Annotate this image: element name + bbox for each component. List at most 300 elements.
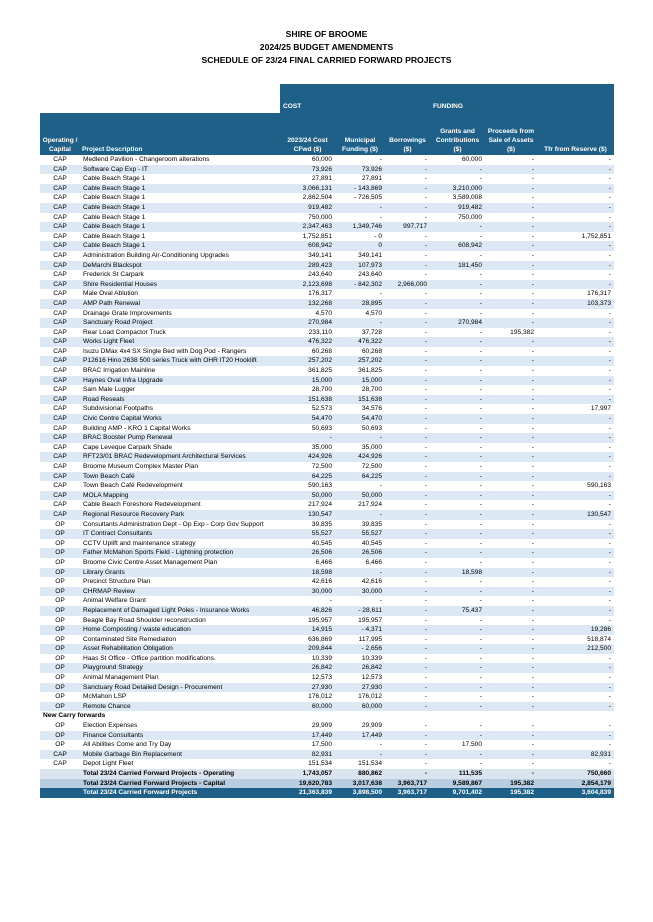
cell-grants: - <box>479 251 482 259</box>
cell-type: CAP <box>53 463 67 470</box>
table-row <box>40 222 614 232</box>
cell-type: CAP <box>53 405 67 413</box>
cell-borrowings: 3,963,717 <box>385 779 430 789</box>
cell-type: CAP <box>40 241 80 251</box>
cell-type: CAP <box>53 213 67 221</box>
cell-grants: - <box>479 722 482 730</box>
cell-description: Broome Civic Centre Asset Management Plan <box>83 558 218 566</box>
cell-description: Subdivisional Footpaths <box>83 405 154 413</box>
cell-description: Regional Resource Recovery Park <box>80 510 280 520</box>
cell-municipal: - 143,869 <box>335 184 385 194</box>
cell-cost: 28,700 <box>311 386 332 394</box>
cell-proceeds: - <box>531 232 534 240</box>
cell-municipal: 72,500 <box>361 463 382 470</box>
cell-municipal: - 28,611 <box>335 606 385 616</box>
cell-description: Beagle Bay Road Shoulder reconstruction <box>83 616 206 624</box>
cell-grants: - <box>479 271 482 279</box>
cell-borrowings: - <box>385 510 430 520</box>
col-header-borrowings: Borrowings ($) <box>385 113 430 155</box>
cell-municipal: - <box>379 156 382 163</box>
cell-borrowings: - <box>424 558 427 566</box>
cell-description: Cape Leveque Carpark Shade <box>83 443 173 451</box>
cell-reserve: - <box>537 165 614 175</box>
cell-reserve: - <box>608 501 611 509</box>
cell-proceeds: - <box>531 722 534 730</box>
cell-municipal: 64,225 <box>335 472 385 482</box>
cell-reserve: - <box>608 741 611 749</box>
cell-municipal: 28,895 <box>335 299 385 309</box>
cell-proceeds: - <box>531 482 534 490</box>
cell-proceeds: - <box>485 568 537 578</box>
table-row <box>40 347 614 357</box>
cell-proceeds: - <box>485 376 537 386</box>
cell-type <box>40 788 80 798</box>
cell-grants: 608,942 <box>430 241 485 251</box>
cell-borrowings: - <box>424 616 427 624</box>
cell-borrowings: - <box>424 674 427 682</box>
cell-cost: 27,930 <box>280 683 335 693</box>
cell-grants: 18,598 <box>430 568 485 578</box>
cell-reserve: - <box>537 222 614 232</box>
cell-cost: 1,743,057 <box>280 769 335 779</box>
cell-proceeds: - <box>485 644 537 654</box>
cell-proceeds: 195,382 <box>485 779 537 789</box>
cell-cost: 60,000 <box>280 702 335 712</box>
table-row <box>40 261 614 271</box>
cell-borrowings: - <box>424 693 427 701</box>
cell-municipal: 50,000 <box>335 491 385 501</box>
cell-cost: 30,000 <box>280 587 335 597</box>
cell-description: Medlend Pavilion - Changeroom alterations <box>83 156 210 163</box>
cell-reserve: - <box>608 328 611 336</box>
cell-borrowings: - <box>424 328 427 336</box>
cell-description: Town Beach Café <box>80 472 280 482</box>
cell-reserve: - <box>537 241 614 251</box>
cell-proceeds: - <box>485 472 537 482</box>
cell-cost: 257,202 <box>280 356 335 366</box>
cell-description: Total 23/24 Carried Forward Projects - Capital <box>80 779 280 789</box>
cell-grants: - <box>479 443 482 451</box>
cell-type: CAP <box>40 337 80 347</box>
cell-description: Rear Load Compactor Truck <box>83 328 166 336</box>
cell-reserve: 19,286 <box>537 625 614 635</box>
cell-grants: - <box>430 587 485 597</box>
cell-description: Playground Strategy <box>80 663 280 673</box>
cell-grants: - <box>430 702 485 712</box>
cell-borrowings: - <box>424 578 427 586</box>
cell-description: BRAC Irrigation Mainline <box>83 367 156 375</box>
cell-description: Shire Residential Houses <box>80 280 280 290</box>
table-row <box>40 184 614 194</box>
cell-municipal: 424,926 <box>335 452 385 462</box>
cell-reserve: - <box>608 520 611 528</box>
cell-grants: - <box>479 309 482 317</box>
cell-cost: 608,942 <box>280 241 335 251</box>
cell-municipal: 54,470 <box>335 414 385 424</box>
cell-description: Animal Welfare Grant <box>83 597 146 605</box>
cell-reserve: - <box>608 760 611 768</box>
cell-grants: - <box>479 760 482 768</box>
cell-description: Election Expenses <box>83 722 138 730</box>
cell-municipal: - <box>335 510 385 520</box>
cell-type: CAP <box>53 156 67 163</box>
cell-description: Depot Light Fleet <box>83 760 134 768</box>
total-row <box>40 779 614 789</box>
cell-borrowings: - <box>424 271 427 279</box>
cell-reserve: - <box>537 261 614 271</box>
cell-type: CAP <box>53 271 67 279</box>
table-row <box>40 165 614 175</box>
cell-cost: 217,924 <box>308 501 332 509</box>
cell-proceeds: - <box>531 674 534 682</box>
cell-grants: - <box>430 510 485 520</box>
cell-cost: 55,527 <box>280 529 335 539</box>
cell-grants: - <box>479 578 482 586</box>
cell-type: CAP <box>40 472 80 482</box>
table-row <box>40 539 614 549</box>
cell-type: CAP <box>40 203 80 213</box>
cell-type: CAP <box>40 414 80 424</box>
cell-grants: - <box>479 654 482 662</box>
table-row <box>40 721 614 731</box>
cell-borrowings: - <box>424 539 427 547</box>
cell-cost: 132,268 <box>280 299 335 309</box>
cost-group-header: COST <box>280 99 335 113</box>
cell-cost: 233,110 <box>308 328 332 336</box>
col-header-description: Project Description <box>80 113 280 155</box>
cell-proceeds: - <box>531 156 534 163</box>
cell-proceeds: - <box>531 290 534 298</box>
cell-grants: - <box>430 491 485 501</box>
cell-reserve: - <box>608 347 611 355</box>
cell-cost: 50,000 <box>280 491 335 501</box>
cell-description: RFT23/01 BRAC Redevelopment Architectural Services <box>80 452 280 462</box>
col-header-type: Operating / Capital <box>40 113 80 155</box>
cell-description: Male Oval Ablution <box>83 290 138 298</box>
table-row <box>40 404 614 414</box>
cell-municipal: - <box>335 568 385 578</box>
cell-proceeds: - <box>485 510 537 520</box>
cell-proceeds: - <box>485 337 537 347</box>
cell-municipal: - <box>379 290 382 298</box>
cell-reserve: 130,547 <box>537 510 614 520</box>
cell-municipal: - <box>335 318 385 328</box>
cell-grants: - <box>430 376 485 386</box>
cell-reserve: - <box>537 356 614 366</box>
column-header-row <box>40 113 614 155</box>
cell-type: CAP <box>40 433 80 443</box>
cell-grants: - <box>479 290 482 298</box>
cell-proceeds: - <box>485 491 537 501</box>
cell-reserve: - <box>608 175 611 183</box>
table-row <box>40 241 614 251</box>
cell-proceeds: - <box>531 443 534 451</box>
cell-municipal: 217,924 <box>358 501 382 509</box>
cell-cost: 636,869 <box>308 635 332 643</box>
cell-proceeds: - <box>485 414 537 424</box>
cell-borrowings: - <box>424 175 427 183</box>
cell-cost: 176,317 <box>308 290 332 298</box>
cell-description: Road Reseals <box>80 395 280 405</box>
cell-borrowings: - <box>424 760 427 768</box>
cell-proceeds: - <box>485 184 537 194</box>
cell-grants: - <box>430 548 485 558</box>
cell-borrowings: - <box>385 472 430 482</box>
cell-borrowings: - <box>424 347 427 355</box>
cell-borrowings: - <box>424 194 427 202</box>
cell-reserve: - <box>537 376 614 386</box>
cell-cost: - <box>329 597 332 605</box>
cell-grants: - <box>430 683 485 693</box>
table-row <box>40 472 614 482</box>
cell-municipal: - <box>379 213 382 221</box>
cell-reserve: - <box>537 452 614 462</box>
cell-type: OP <box>40 568 80 578</box>
cell-proceeds: - <box>531 520 534 528</box>
cell-type: OP <box>55 616 65 624</box>
cell-municipal: 3,898,500 <box>335 788 385 798</box>
cell-reserve: - <box>608 386 611 394</box>
cell-grants: - <box>479 424 482 432</box>
cell-description: MOLA Mapping <box>80 491 280 501</box>
cell-borrowings: - <box>424 741 427 749</box>
cell-reserve: 82,931 <box>537 750 614 760</box>
cell-municipal: 107,973 <box>335 261 385 271</box>
cell-description: Works Light Fleet <box>80 337 280 347</box>
table-row <box>40 385 614 395</box>
cell-type: CAP <box>53 194 67 202</box>
cell-reserve: - <box>537 683 614 693</box>
cell-type: OP <box>55 597 65 605</box>
cell-grants: 3,210,000 <box>430 184 485 194</box>
cell-reserve: - <box>537 548 614 558</box>
cell-borrowings: - <box>385 433 430 443</box>
cell-cost: 176,012 <box>308 693 332 701</box>
table-row <box>40 337 614 347</box>
table-row <box>40 433 614 443</box>
cell-reserve: - <box>608 654 611 662</box>
cell-description: Sanctuary Road Detailed Design - Procurement <box>80 683 280 693</box>
cell-reserve: - <box>608 443 611 451</box>
cell-type: OP <box>40 731 80 741</box>
cell-grants: - <box>430 222 485 232</box>
cell-proceeds: - <box>531 213 534 221</box>
cell-cost: 64,225 <box>280 472 335 482</box>
cell-proceeds: - <box>485 731 537 741</box>
cell-proceeds: - <box>531 251 534 259</box>
cell-type: OP <box>40 663 80 673</box>
cell-reserve: 2,854,179 <box>537 779 614 789</box>
cell-description: McMahon LSP <box>83 693 127 701</box>
cell-grants: - <box>479 463 482 470</box>
cell-proceeds: - <box>485 222 537 232</box>
cell-type: OP <box>40 644 80 654</box>
cell-borrowings: - <box>385 356 430 366</box>
cell-description: Home Composting / waste education <box>80 625 280 635</box>
cell-type: CAP <box>40 510 80 520</box>
table-row <box>40 500 614 510</box>
cell-description: Software Cap Exp - IT <box>80 165 280 175</box>
cell-municipal: 1,349,746 <box>335 222 385 232</box>
col-header-reserve: Tfr from Reserve ($) <box>537 113 614 155</box>
cell-type: CAP <box>40 376 80 386</box>
cell-type: OP <box>40 683 80 693</box>
cell-type: CAP <box>53 232 67 240</box>
cell-cost: 60,268 <box>311 347 332 355</box>
cell-grants: - <box>479 328 482 336</box>
cell-municipal: - <box>335 750 385 760</box>
cell-borrowings: - <box>385 318 430 328</box>
cell-cost: 209,844 <box>280 644 335 654</box>
cell-proceeds: - <box>485 683 537 693</box>
table-row <box>40 309 614 319</box>
cell-description: Mobile Garbage Bin Replacement <box>80 750 280 760</box>
cell-grants: 181,450 <box>430 261 485 271</box>
cell-grants: - <box>479 347 482 355</box>
cell-borrowings: - <box>424 501 427 509</box>
cell-description: Finance Consultants <box>80 731 280 741</box>
cell-cost: 130,547 <box>280 510 335 520</box>
cell-reserve: - <box>537 587 614 597</box>
cell-proceeds: - <box>485 587 537 597</box>
cell-borrowings: - <box>385 548 430 558</box>
cell-borrowings: 3,963,717 <box>385 788 430 798</box>
cell-reserve: 1,752,851 <box>581 232 611 240</box>
table-row <box>40 529 614 539</box>
cell-description: AMP Path Renewal <box>80 299 280 309</box>
cell-proceeds: - <box>531 405 534 413</box>
cell-description: DeMarchi Blackspot <box>80 261 280 271</box>
cell-grants: 3,589,008 <box>452 194 482 202</box>
cell-cost: 10,339 <box>311 654 332 662</box>
cell-type: CAP <box>40 280 80 290</box>
cell-cost: 476,322 <box>280 337 335 347</box>
cell-grants: - <box>430 644 485 654</box>
cell-description: Drainage Grate Improvements <box>83 309 172 317</box>
cell-cost: 14,915 <box>280 625 335 635</box>
col-header-municipal: Municipal Funding ($) <box>335 113 385 155</box>
cell-cost: 919,482 <box>280 203 335 213</box>
cell-municipal: - 726,505 <box>354 194 382 202</box>
cell-borrowings: - <box>424 597 427 605</box>
cell-reserve: - <box>537 731 614 741</box>
cell-proceeds: - <box>485 750 537 760</box>
col-header-proceeds: Proceeds from Sale of Assets ($) <box>485 113 537 155</box>
cell-description: Total 23/24 Carried Forward Projects <box>80 788 280 798</box>
table-row <box>40 644 614 654</box>
cell-proceeds: 195,382 <box>485 788 537 798</box>
cell-description: Cable Beach Foreshore Redevelopment <box>83 501 201 509</box>
cell-description: All Abilities Come and Try Day <box>83 741 172 749</box>
cell-borrowings: - <box>385 683 430 693</box>
table-row <box>40 452 614 462</box>
cell-cost: 361,825 <box>308 367 332 375</box>
cell-proceeds: - <box>485 606 537 616</box>
cell-reserve: - <box>537 529 614 539</box>
cell-cost: 17,500 <box>311 741 332 749</box>
cell-borrowings: - <box>385 414 430 424</box>
cell-type: CAP <box>40 452 80 462</box>
cell-cost: 270,984 <box>280 318 335 328</box>
cell-description: BRAC Booster Pump Renewal <box>80 433 280 443</box>
cell-proceeds: - <box>531 693 534 701</box>
cell-cost: 39,835 <box>311 520 332 528</box>
table-row <box>40 635 614 645</box>
cell-proceeds: - <box>531 309 534 317</box>
cell-municipal: 29,909 <box>361 722 382 730</box>
cell-reserve: 3,604,839 <box>537 788 614 798</box>
cell-borrowings: - <box>424 654 427 662</box>
cell-reserve: - <box>537 184 614 194</box>
cell-description: Haas St Office - Office partition modifications. <box>83 654 216 662</box>
table-row <box>40 568 614 578</box>
cell-proceeds: - <box>485 280 537 290</box>
cell-description: CCTV Uplift and maintenance strategy <box>83 539 196 547</box>
section-label: New Carry forwards <box>40 711 614 721</box>
cell-cost: 82,931 <box>280 750 335 760</box>
report-schedule-title: SCHEDULE OF 23/24 FINAL CARRIED FORWARD PROJECTS <box>201 55 452 65</box>
cell-grants: - <box>430 299 485 309</box>
cell-cost: 151,534 <box>308 760 332 768</box>
cell-cost: 26,506 <box>280 548 335 558</box>
cell-municipal: 26,506 <box>335 548 385 558</box>
cell-grants: - <box>479 539 482 547</box>
cell-municipal: 40,545 <box>361 539 382 547</box>
cell-cost: 15,000 <box>280 376 335 386</box>
cell-municipal: 361,825 <box>358 367 382 375</box>
cell-proceeds: - <box>531 424 534 432</box>
cell-proceeds: - <box>531 654 534 662</box>
cell-proceeds: - <box>531 175 534 183</box>
cell-borrowings: - <box>385 491 430 501</box>
cell-cost: 50,693 <box>311 424 332 432</box>
cell-cost: 750,000 <box>308 213 332 221</box>
cell-cost: 12,573 <box>311 674 332 682</box>
section-header-row <box>40 711 614 721</box>
cell-reserve: - <box>608 693 611 701</box>
cell-type: CAP <box>53 386 67 394</box>
cell-municipal: 476,322 <box>335 337 385 347</box>
cell-cost: 349,141 <box>308 251 332 259</box>
table-row <box>40 174 614 184</box>
cell-cost: 29,909 <box>311 722 332 730</box>
cell-description: Cable Beach Stage 1 <box>80 184 280 194</box>
cell-reserve: - <box>537 606 614 616</box>
cell-type: OP <box>55 674 65 682</box>
cell-type: CAP <box>40 165 80 175</box>
cell-municipal: 117,995 <box>358 635 382 643</box>
cell-municipal: 12,573 <box>361 674 382 682</box>
cell-grants: - <box>430 529 485 539</box>
table-row <box>40 510 614 520</box>
cell-description: Administration Building Air-Conditioning Upgrades <box>83 251 229 259</box>
funding-group-header: FUNDING <box>430 99 485 113</box>
table-row <box>40 299 614 309</box>
cell-reserve: - <box>537 203 614 213</box>
cell-municipal: 55,527 <box>335 529 385 539</box>
cell-grants: - <box>430 750 485 760</box>
cell-municipal: 4,570 <box>365 309 382 317</box>
table-row <box>40 280 614 290</box>
cell-cost: 151,638 <box>280 395 335 405</box>
cell-grants: - <box>479 558 482 566</box>
table-row <box>40 481 614 491</box>
cell-grants: - <box>430 356 485 366</box>
table-row <box>40 750 614 760</box>
table-row <box>40 155 614 165</box>
cell-type: CAP <box>40 184 80 194</box>
cell-grants: - <box>479 674 482 682</box>
